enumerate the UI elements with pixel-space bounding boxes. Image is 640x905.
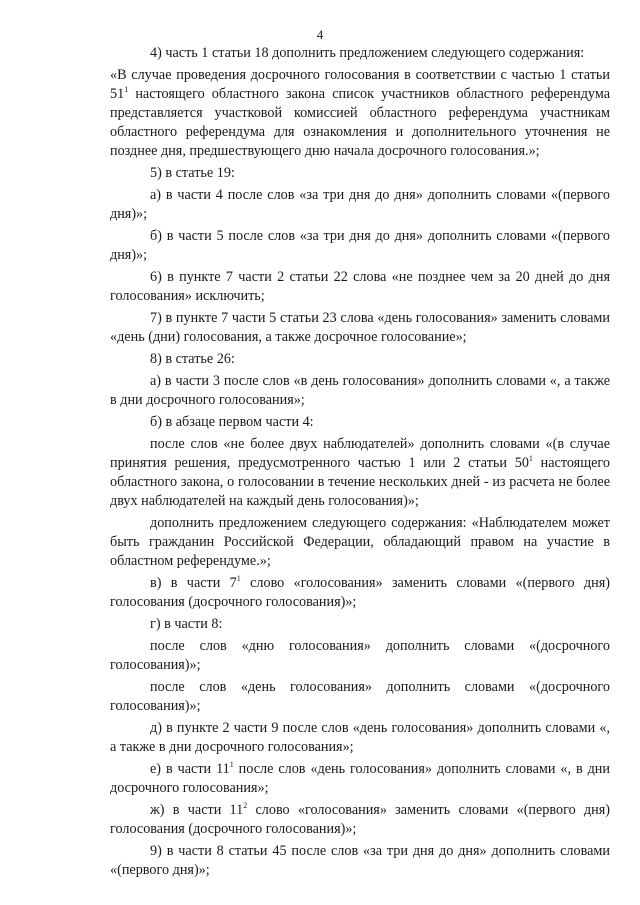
document-body (110, 44, 610, 883)
paragraph: 7) в пункте 7 части 5 статьи 23 слова «день голосования» заменить словами «день (дни) голосования, а также досрочное голосование»; (110, 310, 610, 345)
paragraph: в) в части $7^1$ слово «голосования» заменить словами «(первого дня) голосования (досрочного голосования)»; (110, 574, 610, 610)
paragraph: 5) в статье 19: (150, 165, 235, 181)
paragraph: 9) в части 8 статьи 45 после слов «за три дня до дня» дополнить словами «(первого дня)»; (110, 843, 610, 878)
paragraph: б) в части 5 после слов «за три дня до дня» дополнить словами «(первого дня)»; (110, 228, 610, 263)
paragraph: б) в абзаце первом части 4: (150, 414, 314, 430)
paragraph: д) в пункте 2 части 9 после слов «день голосования» дополнить словами «, а также в дни досрочного голосования»; (110, 720, 610, 755)
paragraph: 8) в статье 26: (150, 351, 235, 367)
paragraph: ж) в части $11^2$ слово «голосования» заменить словами «(первого дня) голосования (досрочного голосования)»; (110, 801, 610, 837)
paragraph: после слов «день голосования» дополнить словами «(досрочного голосования)»; (110, 679, 610, 714)
paragraph: а) в части 4 после слов «за три дня до дня» дополнить словами «(первого дня)»; (110, 187, 610, 222)
paragraph: а) в части 3 после слов «в день голосования» дополнить словами «, а также в дни досрочного голосования»; (110, 373, 610, 408)
paragraph: «В случае проведения досрочного голосования в соответствии с частью 1 статьи $51^1$ настоящего областного закона список участников областного референдума представляется участковой комиссией областного референдума участникам областного референдума для ознакомления и дополнительного уточнения не позднее дня, предшествующего дню начала досрочного голосования.»; (110, 67, 610, 159)
paragraph: 4) часть 1 статьи 18 дополнить предложением следующего содержания: (150, 45, 585, 61)
paragraph: г) в части 8: (150, 616, 223, 632)
paragraph: 6) в пункте 7 части 2 статьи 22 слова «не позднее чем за 20 дней до дня голосования» исключить; (110, 269, 610, 304)
page-number: 4 (316, 27, 324, 42)
paragraph: после слов «не более двух наблюдателей» дополнить словами «(в случае принятия решения, предусмотренного частью 1 или 2 статьи $50^1$ настоящего областного закона, о голосовании в течение нескольких дней - из расчета не более двух наблюдателей на каждый день голосования)»; (110, 436, 610, 509)
paragraph: е) в части $11^1$ после слов «день голосования» дополнить словами «, в дни досрочного голосования»; (110, 760, 610, 796)
paragraph: после слов «дню голосования» дополнить словами «(досрочного голосования)»; (110, 638, 610, 673)
paragraph: дополнить предложением следующего содержания: «Наблюдателем может быть гражданин Российской Федерации, обладающий правом на участие в областном референдуме.»; (110, 515, 610, 569)
